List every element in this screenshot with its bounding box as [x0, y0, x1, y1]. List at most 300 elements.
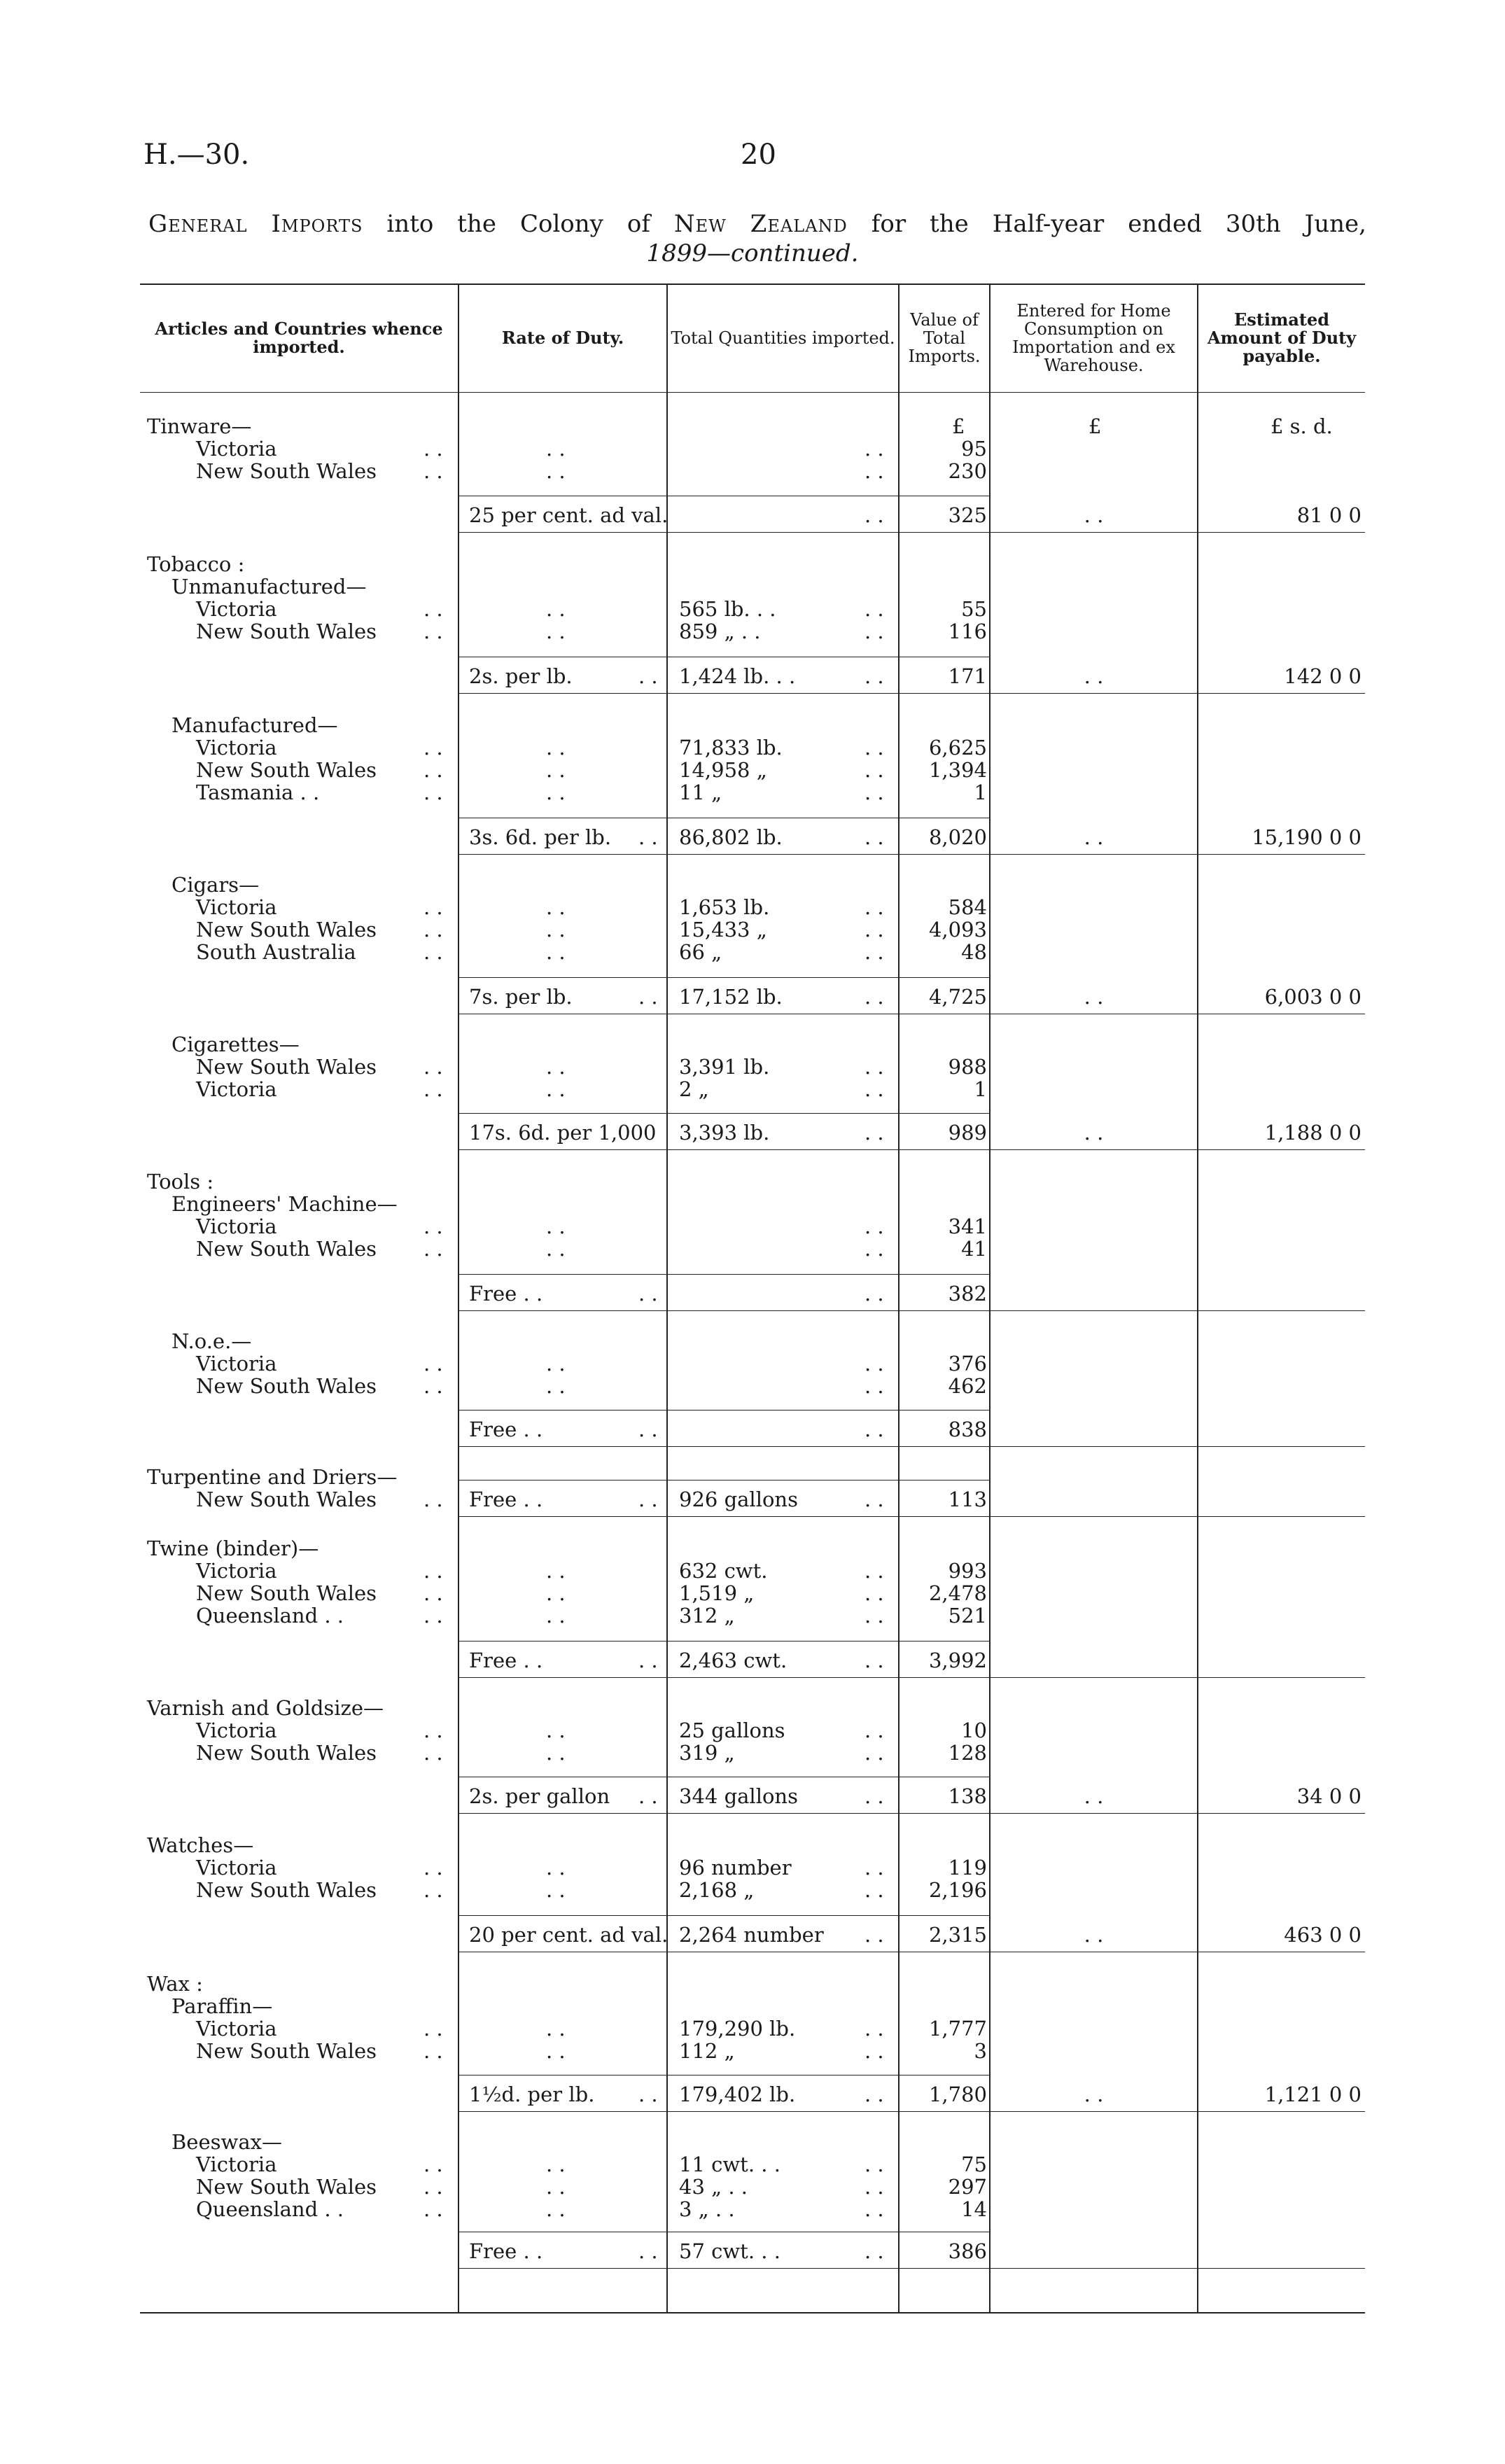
total-quantity: 11 cwt. . .	[679, 2152, 780, 2176]
title-word: Zealand	[750, 210, 848, 238]
header-quantities: Total Quantities imported.	[671, 328, 895, 348]
group-rule	[459, 1149, 1365, 1150]
article-label: New South Wales	[196, 2175, 377, 2199]
article-label: Unmanufactured—	[172, 575, 367, 598]
leader-dots: . .	[424, 620, 443, 643]
subtotal-rule	[459, 2075, 666, 2076]
leader-dots: . .	[864, 664, 884, 688]
leader-dots: . .	[424, 1741, 443, 1765]
leader-dots: . .	[638, 1418, 658, 1441]
total-quantity: 14,958 „	[679, 758, 767, 782]
subtotal-rule	[899, 1915, 989, 1916]
value-currency: £	[952, 414, 965, 438]
total-quantity: 3 „ . .	[679, 2197, 735, 2221]
leader-dots: . .	[424, 597, 443, 621]
duty-currency: £ s. d.	[1270, 414, 1333, 438]
total-quantity: 319 „	[679, 1741, 735, 1765]
value-total-imports: 325	[948, 503, 987, 527]
article-label: Victoria	[196, 597, 277, 621]
leader-dots: . .	[424, 940, 443, 964]
total-quantity: 3,393 lb.	[679, 1121, 770, 1144]
title-word: General	[148, 210, 248, 238]
title-line-2: 1899—continued.	[646, 239, 859, 267]
leader-dots: . .	[864, 1784, 884, 1808]
rate-of-duty: 2s. per gallon	[469, 1784, 610, 1808]
article-label: Victoria	[196, 437, 277, 461]
leader-dots: . .	[638, 825, 658, 849]
group-rule	[459, 2268, 1365, 2269]
value-total-imports: 1	[974, 1077, 987, 1101]
value-total-imports: 376	[948, 1352, 987, 1376]
header-rate: Rate of Duty.	[501, 327, 624, 348]
estimated-duty: 1,188 0 0	[1264, 1121, 1362, 1144]
estimated-duty: 81 0 0	[1296, 503, 1362, 527]
value-total-imports: 1,394	[928, 758, 987, 782]
total-quantity: 57 cwt. . .	[679, 2239, 780, 2263]
leader-dots: . .	[424, 1581, 443, 1605]
value-total-imports: 138	[948, 1784, 987, 1808]
value-total-imports: 4,093	[928, 918, 987, 941]
page-number: 20	[741, 139, 776, 171]
article-label: South Australia	[196, 940, 356, 964]
header-value: Value of Total Imports.	[908, 309, 981, 366]
article-label: Watches—	[147, 1833, 254, 1857]
leader-dots: . .	[638, 1488, 658, 1511]
leader-dots: . .	[424, 1352, 443, 1376]
header-duty: Estimated Amount of Duty payable.	[1207, 309, 1357, 366]
leader-dots: . .	[864, 2239, 884, 2263]
leader-dots: . .	[864, 459, 884, 483]
value-total-imports: 41	[961, 1237, 987, 1261]
value-total-imports: 119	[948, 1856, 987, 1879]
leader-dots: . .	[546, 1237, 566, 1261]
title-word: ended	[1128, 210, 1202, 238]
group-rule	[459, 693, 1365, 694]
title-word: June,	[1304, 210, 1366, 238]
total-quantity: 1,653 lb.	[679, 895, 770, 919]
leader-dots: . .	[546, 437, 566, 461]
article-label: New South Wales	[196, 620, 377, 643]
article-label: Manufactured—	[172, 713, 338, 737]
subtotal-rule	[459, 1274, 666, 1275]
leader-dots: . .	[546, 1077, 566, 1101]
total-quantity: 312 „	[679, 1604, 735, 1628]
total-quantity: 859 „ . .	[679, 620, 761, 643]
article-label: New South Wales	[196, 2039, 377, 2063]
estimated-duty: 6,003 0 0	[1264, 985, 1362, 1009]
article-label: New South Wales	[196, 1488, 377, 1511]
rate-of-duty: Free . .	[469, 1488, 543, 1511]
leader-dots: . .	[546, 1374, 566, 1398]
title-word: Colony	[519, 210, 603, 238]
article-label: Wax :	[147, 1972, 203, 1996]
leader-dots: . .	[546, 1604, 566, 1628]
leader-dots: . .	[864, 736, 884, 760]
total-quantity: 11 „	[679, 780, 722, 804]
rate-of-duty: 25 per cent. ad val.	[469, 503, 668, 527]
leader-dots: . .	[546, 1352, 566, 1376]
leader-dots: . .	[864, 780, 884, 804]
leader-dots: . .	[864, 2017, 884, 2040]
leader-dots: . .	[424, 1214, 443, 1238]
leader-dots: . .	[424, 1604, 443, 1628]
subtotal-rule	[459, 977, 666, 978]
leader-dots: . .	[546, 1214, 566, 1238]
article-label: Twine (binder)—	[147, 1536, 319, 1560]
leader-dots: . .	[638, 1784, 658, 1808]
value-total-imports: 521	[948, 1604, 987, 1628]
value-total-imports: 10	[961, 1718, 987, 1742]
value-total-imports: 2,315	[928, 1923, 987, 1947]
value-total-imports: 838	[948, 1418, 987, 1441]
article-label: Victoria	[196, 1352, 277, 1376]
subtotal-rule	[899, 977, 989, 978]
article-label: New South Wales	[196, 1055, 377, 1079]
subtotal-rule	[668, 1274, 898, 1275]
article-label: Cigars—	[172, 873, 260, 897]
article-label: Cigarettes—	[172, 1032, 300, 1056]
leader-dots: . .	[546, 1878, 566, 1902]
leader-dots: . .	[864, 940, 884, 964]
article-label: N.o.e.—	[172, 1329, 252, 1353]
title-word: 30th	[1225, 210, 1281, 238]
total-quantity: 43 „ . .	[679, 2175, 748, 2199]
leader-dots: . .	[546, 2039, 566, 2063]
article-label: Turpentine and Driers—	[147, 1465, 398, 1489]
column-rule	[666, 284, 668, 2314]
leader-dots: . .	[638, 2082, 658, 2106]
entered-home-consumption: . .	[1084, 1923, 1104, 1947]
total-quantity: 112 „	[679, 2039, 735, 2063]
estimated-duty: 34 0 0	[1296, 1784, 1362, 1808]
leader-dots: . .	[424, 780, 443, 804]
total-quantity: 3,391 lb.	[679, 1055, 770, 1079]
value-total-imports: 95	[961, 437, 987, 461]
value-total-imports: 2,196	[928, 1878, 987, 1902]
value-total-imports: 3	[974, 2039, 987, 2063]
estimated-duty: 463 0 0	[1284, 1923, 1362, 1947]
value-total-imports: 6,625	[928, 736, 987, 760]
leader-dots: . .	[546, 620, 566, 643]
leader-dots: . .	[638, 1648, 658, 1672]
total-quantity: 96 number	[679, 1856, 792, 1879]
value-total-imports: 988	[948, 1055, 987, 1079]
rate-of-duty: 1½d. per lb.	[469, 2082, 595, 2106]
leader-dots: . .	[864, 918, 884, 941]
estimated-duty: 142 0 0	[1284, 664, 1362, 688]
value-total-imports: 55	[961, 597, 987, 621]
header-articles: Articles and Countries whence imported.	[155, 318, 443, 357]
title-word: Half-year	[992, 210, 1105, 238]
column-rule	[1197, 284, 1198, 2314]
leader-dots: . .	[424, 736, 443, 760]
value-total-imports: 75	[961, 2152, 987, 2176]
total-quantity: 2,463 cwt.	[679, 1648, 788, 1672]
value-total-imports: 297	[948, 2175, 987, 2199]
subtotal-rule	[668, 977, 898, 978]
leader-dots: . .	[424, 459, 443, 483]
leader-dots: . .	[864, 620, 884, 643]
title-word: for	[871, 210, 906, 238]
leader-dots: . .	[864, 1604, 884, 1628]
article-label: Victoria	[196, 1214, 277, 1238]
leader-dots: . .	[424, 758, 443, 782]
rate-of-duty: Free . .	[469, 2239, 543, 2263]
article-label: New South Wales	[196, 758, 377, 782]
total-quantity: 1,424 lb. . .	[679, 664, 796, 688]
value-total-imports: 341	[948, 1214, 987, 1238]
leader-dots: . .	[864, 1055, 884, 1079]
rate-of-duty: 20 per cent. ad val.	[469, 1923, 668, 1947]
title-line-1	[148, 210, 1366, 238]
total-quantity: 632 cwt.	[679, 1559, 768, 1583]
leader-dots: . .	[424, 1055, 443, 1079]
value-total-imports: 989	[948, 1121, 987, 1144]
article-label: Victoria	[196, 1856, 277, 1879]
leader-dots: . .	[864, 825, 884, 849]
subtotal-rule	[899, 2075, 989, 2076]
leader-dots: . .	[638, 985, 658, 1009]
article-label: Victoria	[196, 1559, 277, 1583]
leader-dots: . .	[546, 2175, 566, 2199]
subtotal-rule	[668, 1113, 898, 1114]
leader-dots: . .	[424, 1878, 443, 1902]
leader-dots: . .	[864, 1077, 884, 1101]
leader-dots: . .	[546, 780, 566, 804]
subtotal-rule	[899, 1641, 989, 1642]
rate-of-duty: Free . .	[469, 1418, 543, 1441]
value-total-imports: 171	[948, 664, 987, 688]
leader-dots: . .	[864, 1214, 884, 1238]
leader-dots: . .	[864, 1559, 884, 1583]
leader-dots: . .	[546, 1741, 566, 1765]
title-word: New	[673, 210, 727, 238]
article-label: Victoria	[196, 1718, 277, 1742]
subtotal-rule	[899, 1274, 989, 1275]
leader-dots: . .	[424, 2175, 443, 2199]
value-total-imports: 116	[948, 620, 987, 643]
entered-home-consumption: . .	[1084, 825, 1104, 849]
leader-dots: . .	[864, 1878, 884, 1902]
title-word: the	[457, 210, 496, 238]
article-label: Engineers' Machine—	[172, 1192, 398, 1216]
value-total-imports: 128	[948, 1741, 987, 1765]
leader-dots: . .	[546, 1718, 566, 1742]
leader-dots: . .	[546, 1559, 566, 1583]
leader-dots: . .	[864, 1352, 884, 1376]
leader-dots: . .	[864, 758, 884, 782]
leader-dots: . .	[864, 985, 884, 1009]
total-quantity: 25 gallons	[679, 1718, 785, 1742]
title-word: Imports	[271, 210, 363, 238]
leader-dots: . .	[864, 2175, 884, 2199]
article-label: Queensland . .	[196, 1604, 344, 1628]
entered-home-consumption: . .	[1084, 985, 1104, 1009]
leader-dots: . .	[546, 918, 566, 941]
total-quantity: 17,152 lb.	[679, 985, 783, 1009]
leader-dots: . .	[546, 736, 566, 760]
leader-dots: . .	[864, 1374, 884, 1398]
leader-dots: . .	[864, 1488, 884, 1511]
total-quantity: 926 gallons	[679, 1488, 798, 1511]
article-label: Beeswax—	[172, 2130, 282, 2154]
header-bottom-rule	[140, 392, 1365, 393]
leader-dots: . .	[424, 1237, 443, 1261]
value-total-imports: 386	[948, 2239, 987, 2263]
leader-dots: . .	[546, 1055, 566, 1079]
total-quantity: 1,519 „	[679, 1581, 755, 1605]
leader-dots: . .	[864, 1121, 884, 1144]
total-quantity: 179,402 lb.	[679, 2082, 796, 2106]
article-label: Victoria	[196, 2017, 277, 2040]
leader-dots: . .	[424, 2152, 443, 2176]
rate-of-duty: 2s. per lb.	[469, 664, 573, 688]
table-bottom-rule	[140, 2312, 1365, 2314]
article-label: Victoria	[196, 736, 277, 760]
rate-of-duty: 17s. 6d. per 1,000	[469, 1121, 657, 1144]
total-quantity: 86,802 lb.	[679, 825, 783, 849]
leader-dots: . .	[864, 1581, 884, 1605]
leader-dots: . .	[638, 2239, 658, 2263]
leader-dots: . .	[424, 437, 443, 461]
header-entered: Entered for Home Consumption on Importation and ex Warehouse.	[1012, 300, 1175, 375]
value-total-imports: 4,725	[928, 985, 987, 1009]
group-rule	[459, 1677, 1365, 1678]
leader-dots: . .	[864, 437, 884, 461]
entered-currency: £	[1088, 414, 1102, 438]
total-quantity: 66 „	[679, 940, 722, 964]
value-total-imports: 48	[961, 940, 987, 964]
value-total-imports: 3,992	[928, 1648, 987, 1672]
value-total-imports: 993	[948, 1559, 987, 1583]
leader-dots: . .	[546, 2152, 566, 2176]
article-label: Tools :	[147, 1170, 214, 1194]
rate-of-duty: Free . .	[469, 1282, 543, 1306]
leader-dots: . .	[638, 1282, 658, 1306]
leader-dots: . .	[864, 597, 884, 621]
article-label: Victoria	[196, 895, 277, 919]
leader-dots: . .	[864, 1856, 884, 1879]
leader-dots: . .	[546, 1581, 566, 1605]
article-label: Paraffin—	[172, 1994, 273, 2018]
leader-dots: . .	[424, 918, 443, 941]
rate-of-duty: 7s. per lb.	[469, 985, 573, 1009]
leader-dots: . .	[424, 1488, 443, 1511]
value-total-imports: 462	[948, 1374, 987, 1398]
leader-dots: . .	[424, 895, 443, 919]
group-rule	[459, 1516, 1365, 1517]
leader-dots: . .	[546, 2197, 566, 2221]
value-total-imports: 8,020	[928, 825, 987, 849]
value-total-imports: 230	[948, 459, 987, 483]
estimated-duty: 1,121 0 0	[1264, 2082, 1362, 2106]
estimated-duty: 15,190 0 0	[1252, 825, 1362, 849]
total-quantity: 2 „	[679, 1077, 709, 1101]
total-quantity: 71,833 lb.	[679, 736, 783, 760]
entered-home-consumption: . .	[1084, 2082, 1104, 2106]
value-total-imports: 113	[948, 1488, 987, 1511]
title-word: of	[626, 210, 650, 238]
article-label: New South Wales	[196, 918, 377, 941]
leader-dots: . .	[864, 1648, 884, 1672]
group-rule	[459, 1446, 1365, 1447]
entered-home-consumption: . .	[1084, 664, 1104, 688]
article-label: New South Wales	[196, 1878, 377, 1902]
leader-dots: . .	[424, 1374, 443, 1398]
value-total-imports: 2,478	[928, 1581, 987, 1605]
leader-dots: . .	[546, 1856, 566, 1879]
article-label: Tasmania . .	[196, 780, 320, 804]
leader-dots: . .	[424, 1077, 443, 1101]
article-label: Tobacco :	[147, 552, 245, 576]
article-label: Queensland . .	[196, 2197, 344, 2221]
column-rule	[989, 284, 990, 2314]
leader-dots: . .	[424, 2197, 443, 2221]
total-quantity: 2,264 number	[679, 1923, 824, 1947]
leader-dots: . .	[424, 2017, 443, 2040]
article-label: New South Wales	[196, 1237, 377, 1261]
leader-dots: . .	[864, 2152, 884, 2176]
value-total-imports: 1,777	[928, 2017, 987, 2040]
leader-dots: . .	[546, 597, 566, 621]
leader-dots: . .	[424, 1718, 443, 1742]
total-quantity: 15,433 „	[679, 918, 767, 941]
article-label: Tinware—	[147, 414, 252, 438]
leader-dots: . .	[864, 895, 884, 919]
value-total-imports: 1	[974, 780, 987, 804]
column-rule	[458, 284, 459, 2314]
entered-home-consumption: . .	[1084, 1121, 1104, 1144]
article-label: Victoria	[196, 1077, 277, 1101]
title-word: the	[930, 210, 969, 238]
value-total-imports: 382	[948, 1282, 987, 1306]
group-rule	[459, 854, 1365, 855]
value-total-imports: 584	[948, 895, 987, 919]
page-reference: H.—30.	[144, 139, 250, 171]
article-label: New South Wales	[196, 1374, 377, 1398]
article-label: Varnish and Goldsize—	[147, 1696, 384, 1720]
leader-dots: . .	[864, 1237, 884, 1261]
subtotal-rule	[899, 1113, 989, 1114]
subtotal-rule	[668, 1641, 898, 1642]
total-quantity: 565 lb. . .	[679, 597, 776, 621]
article-label: New South Wales	[196, 1581, 377, 1605]
leader-dots: . .	[864, 1418, 884, 1441]
leader-dots: . .	[424, 1856, 443, 1879]
article-label: Victoria	[196, 2152, 277, 2176]
leader-dots: . .	[864, 1282, 884, 1306]
leader-dots: . .	[864, 503, 884, 527]
leader-dots: . .	[638, 664, 658, 688]
leader-dots: . .	[864, 2082, 884, 2106]
subtotal-rule	[459, 1641, 666, 1642]
subtotal-rule	[459, 1113, 666, 1114]
leader-dots: . .	[546, 2017, 566, 2040]
leader-dots: . .	[546, 940, 566, 964]
leader-dots: . .	[864, 1923, 884, 1947]
leader-dots: . .	[546, 758, 566, 782]
leader-dots: . .	[864, 1741, 884, 1765]
group-rule	[459, 1310, 1365, 1311]
total-quantity: 344 gallons	[679, 1784, 798, 1808]
title-word: into	[386, 210, 434, 238]
entered-home-consumption: . .	[1084, 503, 1104, 527]
value-total-imports: 14	[961, 2197, 987, 2221]
leader-dots: . .	[424, 2039, 443, 2063]
leader-dots: . .	[864, 2197, 884, 2221]
group-rule	[459, 2111, 1365, 2112]
subtotal-rule	[668, 1915, 898, 1916]
